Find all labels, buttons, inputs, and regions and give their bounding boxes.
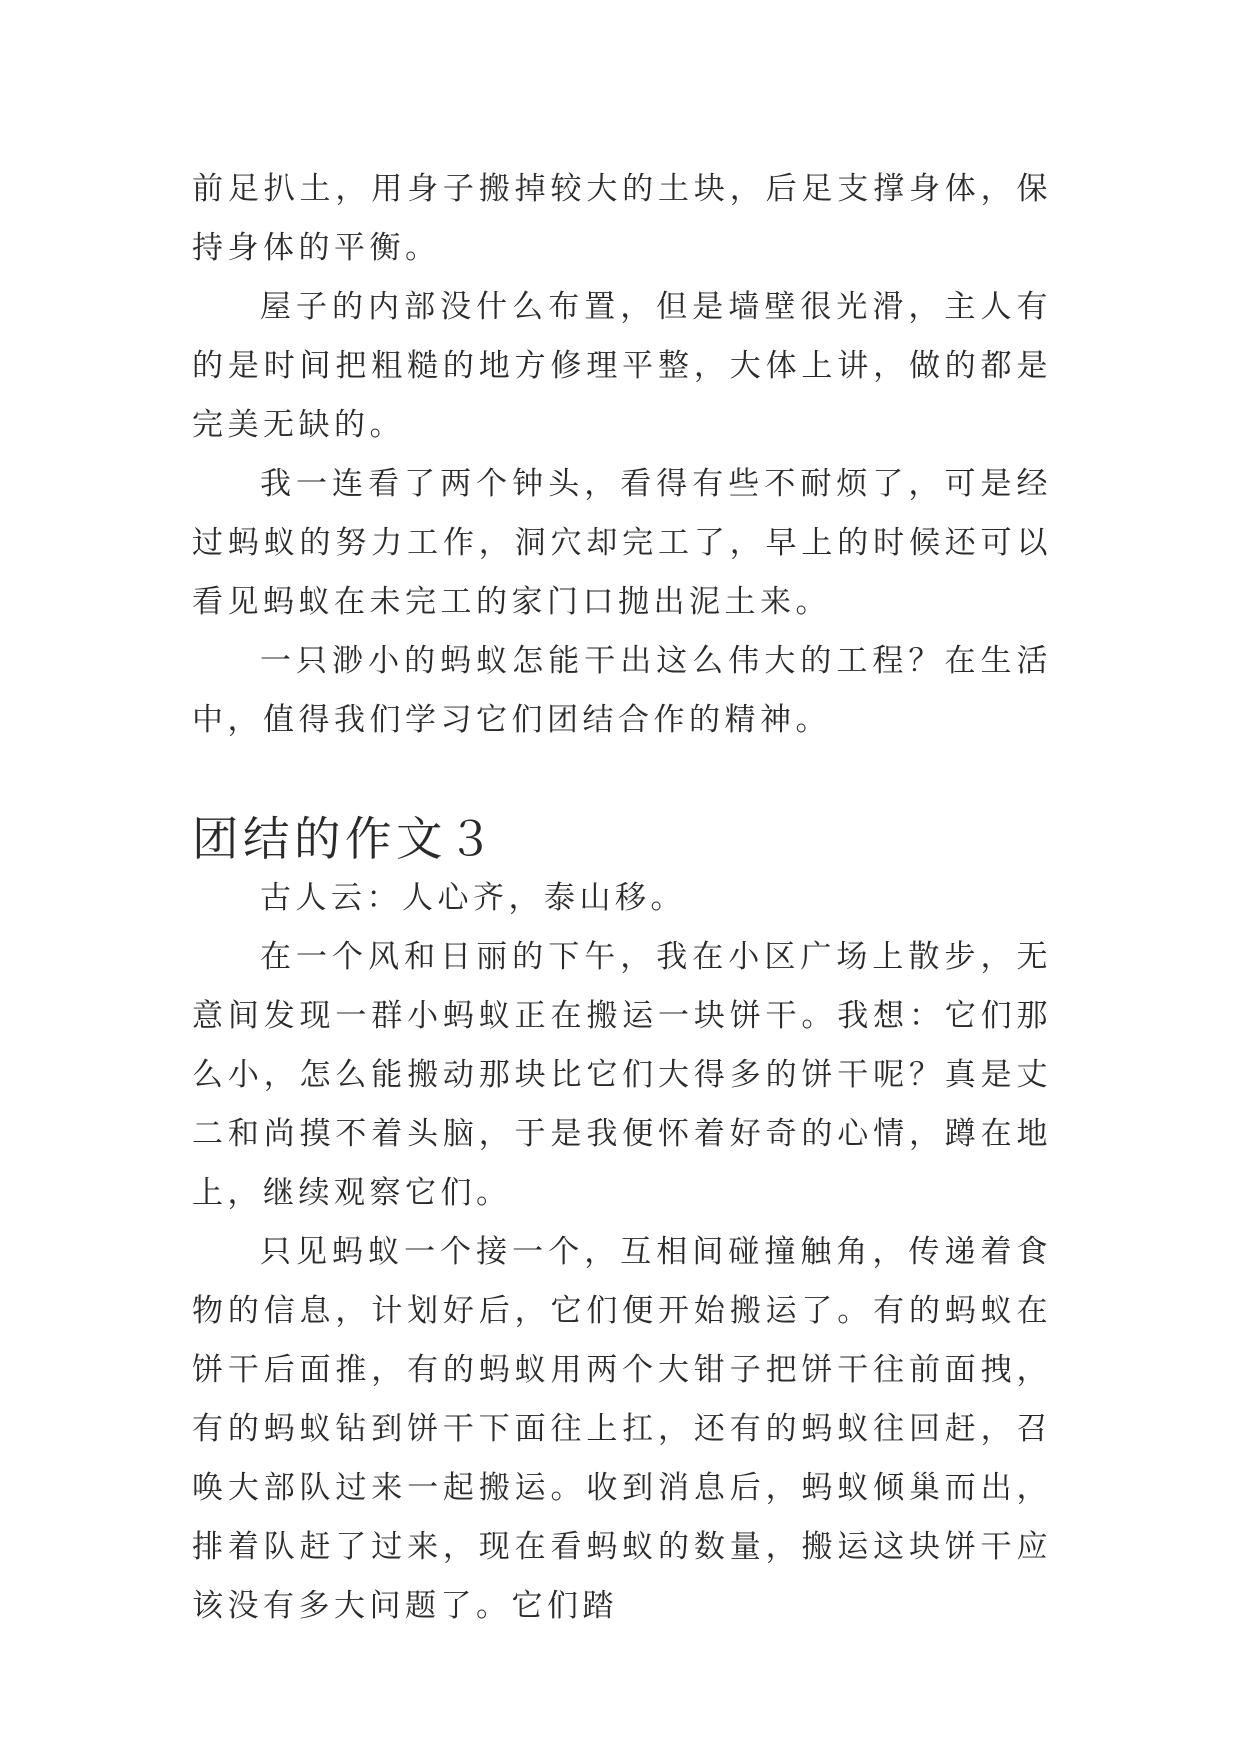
paragraph: 屋子的内部没什么布置，但是墙壁很光滑，主人有的是时间把粗糙的地方修理平整，大体上讲，做的都是完美无缺的。 xyxy=(192,289,1052,443)
paragraph: 一只渺小的蚂蚁怎能干出这么伟大的工程？在生活中，值得我们学习它们团结合作的精神。 xyxy=(192,643,1052,738)
document-body xyxy=(192,160,1052,1636)
paragraph: 古人云：人心齐，泰山移。 xyxy=(260,880,686,916)
section-spacer xyxy=(192,750,1052,810)
paragraph: 我一连看了两个钟头，看得有些不耐烦了，可是经过蚂蚁的努力工作，洞穴却完工了，早上的时候还可以看见蚂蚁在未完工的家门口抛出泥土来。 xyxy=(192,466,1052,620)
paragraph: 在一个风和日丽的下午，我在小区广场上散步，无意间发现一群小蚂蚁正在搬运一块饼干。我想：它们那么小，怎么能搬动那块比它们大得多的饼干呢？真是丈二和尚摸不着头脑，于是我便怀着好奇的心情，蹲在地上，继续观察它们。 xyxy=(192,939,1052,1211)
paragraph-continuation: 前足扒土，用身子搬掉较大的土块，后足支撑身体，保持身体的平衡。 xyxy=(192,171,1052,266)
section-title: 团结的作文３ xyxy=(192,812,498,866)
paragraph: 只见蚂蚁一个接一个，互相间碰撞触角，传递着食物的信息，计划好后，它们便开始搬运了。有的蚂蚁在饼干后面推，有的蚂蚁用两个大钳子把饼干往前面拽，有的蚂蚁钻到饼干下面往上扛，还有的蚂蚁往回赶，召唤大部队过来一起搬运。收到消息后，蚂蚁倾巢而出，排着队赶了过来，现在看蚂蚁的数量，搬运这块饼干应该没有多大问题了。它们踏 xyxy=(192,1234,1052,1624)
